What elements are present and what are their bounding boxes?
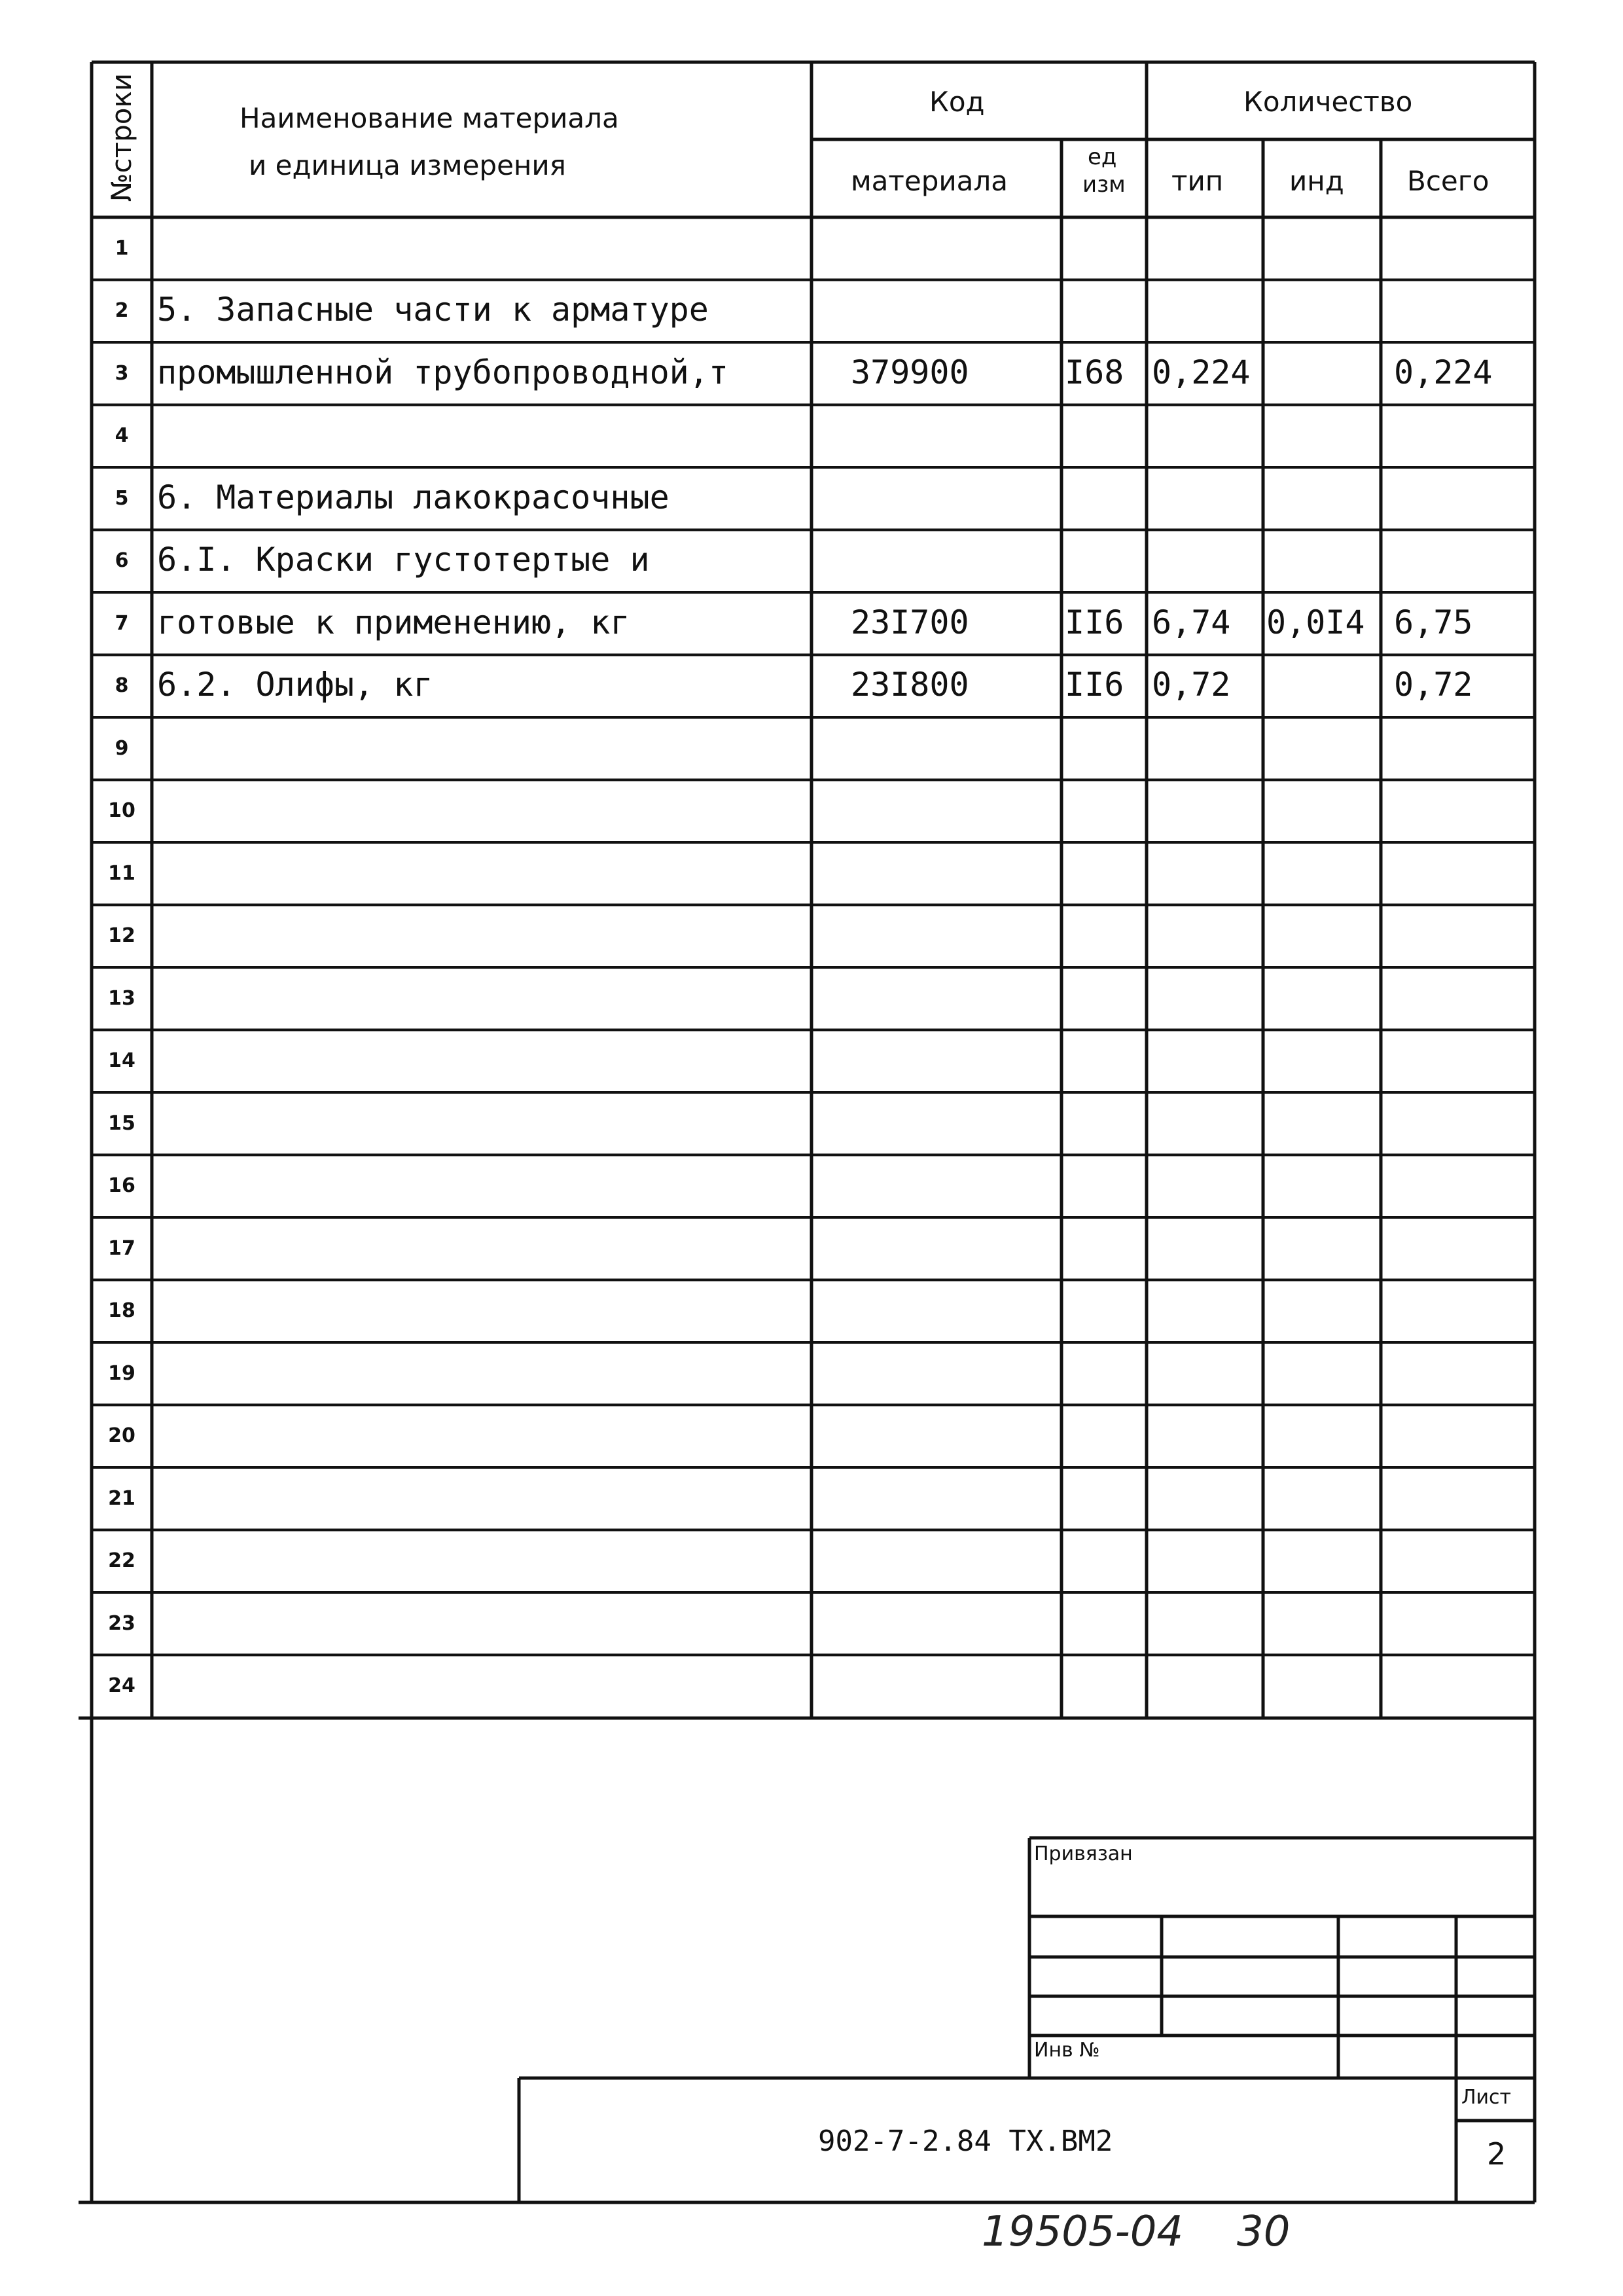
material-name-cell: 5. Запасные части к арматуре — [157, 291, 709, 329]
row-number: 7 — [115, 611, 129, 635]
row-number: 2 — [115, 299, 129, 323]
name-header-line2: и единица измерения — [249, 149, 566, 181]
handwritten-page-number: 30 — [1237, 2208, 1291, 2256]
sheet-number: 2 — [1487, 2136, 1507, 2172]
type-quantity-header: тип — [1171, 165, 1224, 197]
row-number: 5 — [115, 486, 129, 510]
type-quantity-cell: 0,72 — [1152, 666, 1231, 704]
material-code-cell: 23I700 — [851, 603, 969, 641]
document-code: 902-7-2.84 ТХ.ВМ2 — [818, 2125, 1113, 2158]
row-number: 8 — [115, 674, 129, 698]
material-name-cell: 6.2. Олифы, кг — [157, 666, 433, 704]
total-quantity-cell: 6,75 — [1394, 603, 1473, 641]
sheet-label: Лист — [1461, 2086, 1512, 2109]
handwritten-archive-number: 19505-04 — [982, 2208, 1184, 2256]
unit-header-line1: ед — [1088, 144, 1117, 170]
row-number: 16 — [108, 1174, 135, 1198]
row-number: 22 — [108, 1549, 135, 1573]
material-name-cell: 6. Материалы лакокрасочные — [157, 478, 669, 516]
unit-code-cell: II6 — [1065, 666, 1124, 704]
material-code-cell: 379900 — [851, 353, 969, 391]
material-name-cell: готовые к применению, кг — [157, 603, 630, 641]
unit-code-cell: I68 — [1065, 353, 1124, 391]
row-number: 4 — [115, 424, 129, 448]
row-number: 11 — [108, 861, 135, 885]
row-number: 10 — [108, 799, 135, 823]
inventory-number-label: Инв № — [1034, 2039, 1100, 2062]
row-number: 24 — [108, 1674, 135, 1698]
code-header: Код — [929, 86, 985, 118]
row-number: 19 — [108, 1361, 135, 1385]
total-quantity-cell: 0,72 — [1394, 666, 1473, 704]
row-number: 23 — [108, 1611, 135, 1635]
individual-quantity-header: инд — [1289, 165, 1344, 197]
quantity-header: Количество — [1243, 86, 1413, 118]
row-number: 12 — [108, 924, 135, 948]
type-quantity-cell: 6,74 — [1152, 603, 1231, 641]
material-name-cell: 6.I. Краски густотертые и — [157, 541, 650, 579]
row-number: 6 — [115, 549, 129, 573]
row-number: 20 — [108, 1424, 135, 1448]
total-quantity-header: Всего — [1407, 165, 1489, 197]
unit-code-cell: II6 — [1065, 603, 1124, 641]
individual-quantity-cell: 0,0I4 — [1266, 603, 1365, 641]
row-number: 9 — [115, 736, 129, 760]
linked-label: Привязан — [1034, 1842, 1133, 1865]
row-number: 14 — [108, 1049, 135, 1073]
row-number: 13 — [108, 986, 135, 1010]
material-name-cell: промышленной трубопроводной,т — [157, 353, 728, 391]
row-number-header: №строки — [105, 73, 137, 202]
row-number: 1 — [115, 236, 129, 260]
type-quantity-cell: 0,224 — [1152, 353, 1251, 391]
row-number: 18 — [108, 1299, 135, 1323]
row-number: 21 — [108, 1486, 135, 1510]
material-code-header: материала — [851, 165, 1008, 197]
material-code-cell: 23I800 — [851, 666, 969, 704]
name-header-line1: Наименование материала — [240, 102, 619, 134]
row-number: 3 — [115, 361, 129, 385]
total-quantity-cell: 0,224 — [1394, 353, 1493, 391]
row-number: 17 — [108, 1236, 135, 1260]
row-number: 15 — [108, 1111, 135, 1135]
unit-header-line2: изм — [1082, 171, 1126, 198]
